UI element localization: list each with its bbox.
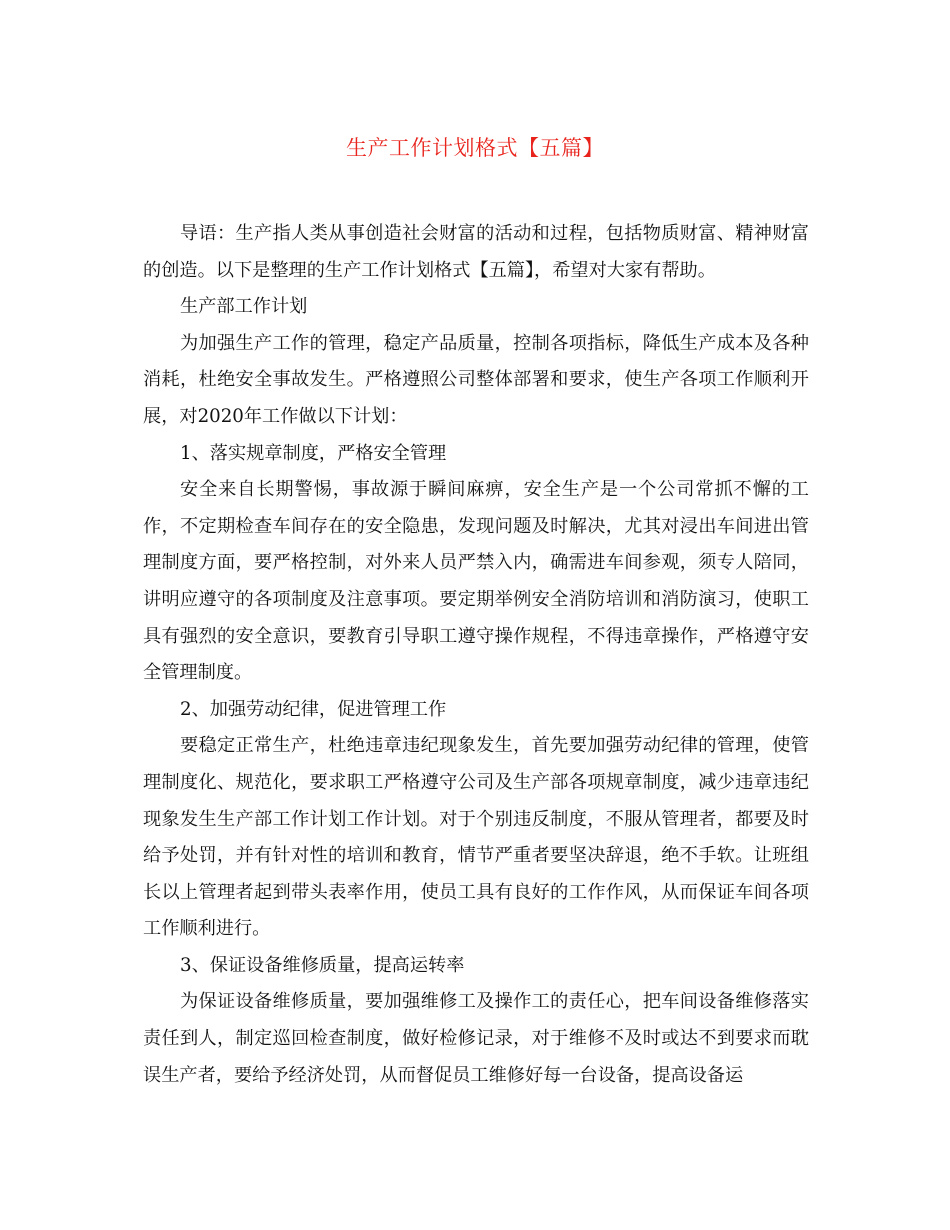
document-title: 生产工作计划格式【五篇】 — [346, 136, 604, 160]
document-body — [143, 216, 809, 1094]
subsection-heading: 1、落实规章制度，严格安全管理 — [180, 442, 447, 464]
subsection-heading: 2、加强劳动纪律，促进管理工作 — [180, 698, 447, 720]
intro-paragraph: 导语：生产指人类从事创造社会财富的活动和过程，包括物质财富、精神财富的创造。以下是整理的生产工作计划格式【五篇】，希望对大家有帮助。 — [143, 223, 809, 281]
body-paragraph: 安全来自长期警惕，事故源于瞬间麻痹，安全生产是一个公司常抓不懈的工作，不定期检查车间存在的安全隐患，发现问题及时解决，尤其对浸出车间进出管理制度方面，要严格控制，对外来人员严禁入内，确需进车间参观，须专人陪同，讲明应遵守的各项制度及注意事项。要定期举例安全消防培训和消防演习，使职工具有强烈的安全意识，要教育引导职工遵守操作规程，不得违章操作，严格遵守安全管理制度。 — [143, 479, 809, 684]
body-paragraph: 要稳定正常生产，杜绝违章违纪现象发生，首先要加强劳动纪律的管理，使管理制度化、规范化，要求职工严格遵守公司及生产部各项规章制度，减少违章违纪现象发生生产部工作计划工作计划。对于个别违反制度，不服从管理者，都要及时给予处罚，并有针对性的培训和教育，情节严重者要坚决辞退，绝不手软。让班组长以上管理者起到带头表率作用，使员工具有良好的工作作风，从而保证车间各项工作顺利进行。 — [143, 735, 809, 940]
subsection-heading: 3、保证设备维修质量，提高运转率 — [180, 954, 465, 976]
section-heading: 生产部工作计划 — [180, 296, 308, 318]
body-paragraph: 为保证设备维修质量，要加强维修工及操作工的责任心，把车间设备维修落实责任到人，制定巡回检查制度，做好检修记录，对于维修不及时或达不到要求而耽误生产者，要给予经济处罚，从而督促员工维修好每一台设备，提高设备运 — [143, 991, 809, 1086]
body-paragraph: 为加强生产工作的管理，稳定产品质量，控制各项指标，降低生产成本及各种消耗，杜绝安全事故发生。严格遵照公司整体部署和要求，使生产各项工作顺利开展，对2020年工作做以下计划： — [143, 332, 809, 427]
